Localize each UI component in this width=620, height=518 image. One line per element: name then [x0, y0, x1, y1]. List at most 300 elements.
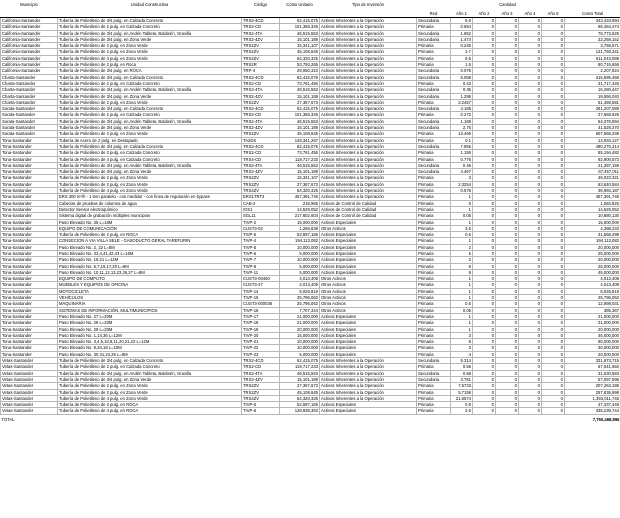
- red-cell: Primaria: [417, 263, 451, 269]
- municipio-cell: Tona-Santander: [1, 244, 58, 250]
- year-1-cell: 5.7159: [451, 389, 473, 395]
- year-2-cell: 0: [473, 332, 496, 338]
- tipo-inversion-cell: Activos Inherentes a la Operación: [320, 188, 417, 194]
- costo-unitario-cell: 15,101,189: [280, 93, 320, 99]
- year-5-cell: 0: [542, 276, 565, 282]
- year-4-cell: 0: [519, 263, 542, 269]
- table-body: [1, 18, 620, 415]
- unidad-constructiva-cell: ERS 300 m³/h - 1 tren paralelo - con medidor - con línea de regulación en bypass: [58, 194, 242, 200]
- tipo-inversion-cell: Otros Activos: [320, 301, 417, 307]
- costo-unitario-cell: 73,761,456: [280, 80, 320, 86]
- year-4-cell: 0: [519, 364, 542, 370]
- municipio-cell: Tona-Santander: [1, 219, 58, 225]
- costo-unitario-cell: 457,391,746: [280, 194, 320, 200]
- codigo-cell: TRS2ZV: [242, 49, 280, 55]
- year-2-cell: 0: [473, 188, 496, 194]
- year-3-cell: 0: [496, 206, 519, 212]
- year-4-cell: 0: [519, 395, 542, 401]
- unidad-constructiva-cell: Tubería de Polietileno de 2 pulg. en Zona Verde: [58, 131, 242, 137]
- tipo-inversion-cell: Activos Inherentes a la Operación: [320, 137, 417, 143]
- year-2-cell: 0: [473, 143, 496, 149]
- year-1-cell: 2.75: [451, 125, 473, 131]
- costo-unitario-cell: 45,108,645: [280, 49, 320, 55]
- year-5-cell: 0: [542, 169, 565, 175]
- municipio-cell: Charta-Santander: [1, 74, 58, 80]
- year-1-cell: 0.35: [451, 87, 473, 93]
- municipio-cell: Tona-Santander: [1, 326, 58, 332]
- municipio-cell: Charta-Santander: [1, 99, 58, 105]
- year-5-cell: 0: [542, 238, 565, 244]
- costo-total-cell: 66,454,474: [565, 24, 620, 30]
- year-2-cell: 0: [473, 18, 496, 24]
- year-5-cell: 0: [542, 87, 565, 93]
- year-5-cell: 0: [542, 80, 565, 86]
- unidad-constructiva-cell: Paso Elevado No. 30,31,24,25 L=8M: [58, 351, 242, 357]
- unidad-constructiva-cell: Tubería de Polietileno de 2 pulg. en Calzada Concreto: [58, 112, 242, 118]
- costo-total-cell: 21,397,159: [565, 162, 620, 168]
- codigo-cell: TRS2-4TA: [242, 30, 280, 36]
- municipio-cell: Vetas-Santander: [1, 358, 58, 364]
- unidad-constructiva-cell: Tubería de Polietileno de 3/4 pulg. en Zona Verde: [58, 169, 242, 175]
- year-1-cell: 4.185: [451, 106, 473, 112]
- municipio-cell: Tona-Santander: [1, 320, 58, 326]
- red-cell: Primaria: [417, 200, 451, 206]
- unidad-constructiva-cell: Tubería de Polietileno de 2 pulg. en Calzada Concreto: [58, 150, 242, 156]
- costo-unitario-cell: 15,101,189: [280, 376, 320, 382]
- municipio-cell: Tona-Santander: [1, 351, 58, 357]
- tipo-inversion-cell: Otros Activos: [320, 282, 417, 288]
- year-4-cell: 0: [519, 24, 542, 30]
- unidad-constructiva-cell: Paso Elevado No. 9,34,18 L=10M: [58, 345, 242, 351]
- costo-unitario-cell: 149,341,267: [280, 137, 320, 143]
- year-2-cell: 0: [473, 162, 496, 168]
- red-cell: Secundaria: [417, 370, 451, 376]
- year-1-cell: 0.1: [451, 137, 473, 143]
- codigo-cell: TRS2ZV: [242, 389, 280, 395]
- unidad-constructiva-cell: Paso Elevado No. 1,14,36 L=12M: [58, 332, 242, 338]
- codigo-cell: TRS2-4ZV: [242, 93, 280, 99]
- tipo-inversion-cell: Otros Activos: [320, 225, 417, 231]
- codigo-cell: TRS2-4ZV: [242, 125, 280, 131]
- codigo-cell: TIVP-19: [242, 326, 280, 332]
- codigo-cell: TIVP-2: [242, 219, 280, 225]
- year-5-cell: 0: [542, 55, 565, 61]
- municipio-cell: Tona-Santander: [1, 162, 58, 168]
- year-2-cell: 0: [473, 345, 496, 351]
- year-2-cell: 0: [473, 295, 496, 301]
- red-cell: Secundaria: [417, 74, 451, 80]
- unidad-constructiva-cell: Tubería de Polietileno de 4 pulg. en Zona Verde: [58, 395, 242, 401]
- tipo-inversion-cell: Otros Activos: [320, 288, 417, 294]
- unidad-constructiva-cell: Tubería de Acero de 2 pulg. en Destapado: [58, 137, 242, 143]
- year-1-cell: 5.058: [451, 74, 473, 80]
- year-4-cell: 0: [519, 30, 542, 36]
- costo-unitario-cell: 5,000,000: [280, 250, 320, 256]
- year-4-header: Año 4: [519, 10, 542, 18]
- costo-unitario-cell: 5,000,000: [280, 351, 320, 357]
- costo-total-cell: 80,715,656: [565, 62, 620, 68]
- costo-total-cell: 21,000,000: [565, 320, 620, 326]
- year-2-cell: 0: [473, 364, 496, 370]
- municipio-cell: California-Santander: [1, 30, 58, 36]
- year-5-cell: 0: [542, 320, 565, 326]
- year-4-cell: 0: [519, 238, 542, 244]
- unidad-header: Unidad Constructiva: [130, 2, 169, 8]
- red-header: Red: [417, 10, 451, 18]
- red-cell: Primaria: [417, 288, 451, 294]
- tipo-inversion-cell: Activos Inherentes a la Operación: [320, 364, 417, 370]
- year-5-cell: 0: [542, 244, 565, 250]
- tipo-inversion-cell: Activos Inherentes a la Operación: [320, 143, 417, 149]
- year-5-cell: 0: [542, 99, 565, 105]
- costo-total-cell: 1,393,011,745: [565, 395, 620, 401]
- red-cell: Primaria: [417, 389, 451, 395]
- year-5-header: Año 5: [542, 10, 565, 18]
- tipo-inversion-cell: Activos Inherentes a la Operación: [320, 370, 417, 376]
- costo-total-cell: 607,568,339: [565, 131, 620, 137]
- year-1-cell: 1.5: [451, 62, 473, 68]
- year-3-cell: 0: [496, 125, 519, 131]
- year-3-cell: 0: [496, 219, 519, 225]
- municipio-cell: Surata-Santander: [1, 118, 58, 124]
- year-1-cell: 1: [451, 206, 473, 212]
- total-row: [1, 414, 620, 424]
- year-4-cell: 0: [519, 250, 542, 256]
- costo-total-cell: 21,000,000: [565, 313, 620, 319]
- codigo-cell: TRS2-4CD: [242, 358, 280, 364]
- codigo-cell: TIVP-4: [242, 238, 280, 244]
- year-2-cell: 0: [473, 225, 496, 231]
- costo-unitario-cell: 21,000,000: [280, 320, 320, 326]
- year-3-cell: 0: [496, 238, 519, 244]
- unidad-constructiva-cell: Tubería de Polietileno de 3/4 pulg. en Andén Tableta, Baldosín, Gravilla: [58, 118, 242, 124]
- year-4-cell: 0: [519, 269, 542, 275]
- codigo-cell: TRS4ZV: [242, 55, 280, 61]
- year-2-cell: 0: [473, 276, 496, 282]
- costo-total-cell: 76,773,625: [565, 30, 620, 36]
- year-1-cell: 0.6: [451, 232, 473, 238]
- red-cell: Primaria: [417, 244, 451, 250]
- year-5-cell: 0: [542, 395, 565, 401]
- year-3-cell: 0: [496, 80, 519, 86]
- municipio-cell: Surata-Santander: [1, 125, 58, 131]
- tipo-inversion-cell: Activos Inherentes a la Operación: [320, 68, 417, 74]
- costo-total-cell: 20,000,000: [565, 257, 620, 263]
- tipo-inversion-cell: Activos Inherentes a la Operación: [320, 36, 417, 42]
- year-5-cell: 0: [542, 36, 565, 42]
- tipo-inversion-cell: Activos Especiales: [320, 339, 417, 345]
- unidad-constructiva-cell: Tubería de Polietileno de 3/4 pulg. en ROCA: [58, 68, 242, 74]
- year-4-cell: 0: [519, 162, 542, 168]
- municipio-cell: Tona-Santander: [1, 225, 58, 231]
- unidad-constructiva-cell: Tubería de Polietileno de 4 pulg. en Calzada Concreto: [58, 156, 242, 162]
- year-5-cell: 0: [542, 188, 565, 194]
- costo-unitario-cell: 25,796,062: [280, 295, 320, 301]
- codigo-cell: ERS1TRT3: [242, 194, 280, 200]
- year-1-cell: 1.169: [451, 118, 473, 124]
- red-cell: Primaria: [417, 383, 451, 389]
- year-4-cell: 0: [519, 131, 542, 137]
- unidad-constructiva-cell: Tubería de Polietileno de 3/4 pulg. en Zona Verde: [58, 93, 242, 99]
- year-5-cell: 0: [542, 288, 565, 294]
- costo-unitario-cell: 52,597,165: [280, 232, 320, 238]
- costo-total-cell: 121,793,341: [565, 49, 620, 55]
- unidad-constructiva-cell: Tubería de Polietileno de 2 pulg. en Zona Verde: [58, 49, 242, 55]
- year-4-cell: 0: [519, 68, 542, 74]
- year-4-cell: 0: [519, 175, 542, 181]
- costo-unitario-cell: 62,415,075: [280, 143, 320, 149]
- year-1-cell: 5.5: [451, 18, 473, 24]
- costo-unitario-cell: 10,000,000: [280, 339, 320, 345]
- tipo-inversion-cell: Activos Inherentes a la Operación: [320, 181, 417, 187]
- red-cell: Primaria: [417, 206, 451, 212]
- tipo-inversion-cell: Activos Inherentes a la Operación: [320, 383, 417, 389]
- year-3-cell: 0: [496, 408, 519, 414]
- year-4-cell: 0: [519, 244, 542, 250]
- municipio-cell: Tona-Santander: [1, 307, 58, 313]
- year-4-cell: 0: [519, 225, 542, 231]
- total-value: 7,750,468,896: [565, 414, 620, 424]
- year-1-cell: 1: [451, 276, 473, 282]
- costo-total-cell: 457,391,746: [565, 194, 620, 200]
- year-4-cell: 0: [519, 213, 542, 219]
- codigo-header: Código: [253, 2, 268, 8]
- year-1-cell: 2: [451, 244, 473, 250]
- red-cell: Secundaria: [417, 68, 451, 74]
- red-cell: Primaria: [417, 402, 451, 408]
- tipo-inversion-cell: Activos Inherentes a la Operación: [320, 43, 417, 49]
- codigo-cell: TRS4ZV: [242, 188, 280, 194]
- unidad-constructiva-cell: Detector Sensor electroquímico: [58, 206, 242, 212]
- year-2-cell: 0: [473, 370, 496, 376]
- year-4-cell: 0: [519, 18, 542, 24]
- municipio-cell: California-Santander: [1, 62, 58, 68]
- year-1-cell: 21.6574: [451, 395, 473, 401]
- costo-total-cell: 4,013,409: [565, 276, 620, 282]
- year-5-cell: 0: [542, 74, 565, 80]
- year-1-cell: 3.5: [451, 225, 473, 231]
- red-cell: Primaria: [417, 219, 451, 225]
- costo-unitario-cell: 46,515,563: [280, 118, 320, 124]
- costo-total-cell: 54,376,694: [565, 118, 620, 124]
- year-3-cell: 0: [496, 244, 519, 250]
- year-5-cell: 0: [542, 263, 565, 269]
- codigo-cell: TRS2R: [242, 62, 280, 68]
- year-2-cell: 0: [473, 313, 496, 319]
- year-2-cell: 0: [473, 257, 496, 263]
- year-4-cell: 0: [519, 288, 542, 294]
- year-3-cell: 0: [496, 87, 519, 93]
- year-3-cell: 0: [496, 301, 519, 307]
- year-2-cell: 0: [473, 206, 496, 212]
- costo-total-cell: 20,000,000: [565, 351, 620, 357]
- costo-total-cell: 63,640,584: [565, 181, 620, 187]
- year-1-cell: 0.43: [451, 80, 473, 86]
- costo-total-cell: 331,673,715: [565, 358, 620, 364]
- year-5-cell: 0: [542, 257, 565, 263]
- year-2-cell: 0: [473, 269, 496, 275]
- tipo-inversion-cell: Activos de Control de Calidad: [320, 213, 417, 219]
- costo-total-cell: 36,984,187: [565, 188, 620, 194]
- year-4-cell: 0: [519, 106, 542, 112]
- codigo-cell: CUST3-000036: [242, 301, 280, 307]
- tipo-inversion-cell: Activos Inherentes a la Operación: [320, 112, 417, 118]
- municipio-cell: Tona-Santander: [1, 295, 58, 301]
- year-3-cell: 0: [496, 118, 519, 124]
- year-5-cell: 0: [542, 269, 565, 275]
- year-1-cell: 9: [451, 269, 473, 275]
- year-4-cell: 0: [519, 181, 542, 187]
- costo-unitario-cell: 119,717,233: [280, 364, 320, 370]
- red-cell: Primaria: [417, 408, 451, 414]
- municipio-cell: California-Santander: [1, 18, 58, 24]
- unidad-constructiva-cell: Tubería de Polietileno de 3/4 pulg. en Calzada Concreto: [58, 74, 242, 80]
- red-cell: Secundaria: [417, 30, 451, 36]
- year-1-cell: 0.575: [451, 188, 473, 194]
- tipo-inversion-cell: Activos Inherentes a la Operación: [320, 106, 417, 112]
- municipio-cell: Tona-Santander: [1, 156, 58, 162]
- year-4-cell: 0: [519, 276, 542, 282]
- year-5-cell: 0: [542, 49, 565, 55]
- unidad-constructiva-cell: Tubería de Polietileno de 3/4 pulg. en Calzada Concreto: [58, 143, 242, 149]
- year-5-cell: 0: [542, 143, 565, 149]
- tipo-inversion-cell: Activos Inherentes a la Operación: [320, 49, 417, 55]
- tipo-inversion-cell: Activos Especiales: [320, 313, 417, 319]
- unidad-constructiva-cell: VEHÍCULOS: [58, 295, 242, 301]
- year-3-cell: 0: [496, 282, 519, 288]
- costo-unitario-cell: 73,761,456: [280, 150, 320, 156]
- year-2-cell: 0: [473, 150, 496, 156]
- codigo-cell: TRS2ZV: [242, 175, 280, 181]
- year-3-cell: 0: [496, 332, 519, 338]
- year-5-cell: 0: [542, 301, 565, 307]
- year-1-cell: 5: [451, 250, 473, 256]
- year-1-cell: 1: [451, 313, 473, 319]
- year-5-cell: 0: [542, 200, 565, 206]
- costo-unitario-cell: 4,013,409: [280, 276, 320, 282]
- red-cell: Primaria: [417, 188, 451, 194]
- year-1-cell: 1: [451, 219, 473, 225]
- year-5-cell: 0: [542, 370, 565, 376]
- year-5-cell: 0: [542, 345, 565, 351]
- codigo-cell: TIVP-14: [242, 288, 280, 294]
- year-4-cell: 0: [519, 301, 542, 307]
- year-1-cell: 5.314: [451, 358, 473, 364]
- year-2-cell: 0: [473, 244, 496, 250]
- costo-unitario-cell: 4,013,409: [280, 282, 320, 288]
- year-2-cell: 0: [473, 43, 496, 49]
- year-5-cell: 0: [542, 43, 565, 49]
- costo-unitario-cell: 27,367,673: [280, 383, 320, 389]
- red-cell: Primaria: [417, 62, 451, 68]
- year-4-cell: 0: [519, 339, 542, 345]
- year-4-cell: 0: [519, 295, 542, 301]
- year-3-cell: 0: [496, 30, 519, 36]
- municipio-cell: Vetas-Santander: [1, 376, 58, 382]
- costo-total-header: Costo Total: [565, 10, 620, 18]
- costo-unitario-cell: 15,101,189: [280, 125, 320, 131]
- year-3-cell: 0: [496, 351, 519, 357]
- municipio-cell: Tona-Santander: [1, 345, 58, 351]
- unidad-constructiva-cell: Tubería de Polietileno de 3/4 pulg. en Zona Verde: [58, 125, 242, 131]
- costo-unitario-cell: 62,415,075: [280, 358, 320, 364]
- year-3-cell: 0: [496, 326, 519, 332]
- year-4-cell: 0: [519, 169, 542, 175]
- costo-unitario-cell: 10,000,000: [280, 257, 320, 263]
- costo-unitario-cell: 46,515,563: [280, 87, 320, 93]
- codigo-cell: TRS2-CD: [242, 150, 280, 156]
- codigo-cell: CAB-2: [242, 200, 280, 206]
- tipo-inversion-cell: Activos Inherentes a la Operación: [320, 62, 417, 68]
- municipio-cell: Vetas-Santander: [1, 370, 58, 376]
- costo-unitario-cell: 62,415,075: [280, 18, 320, 24]
- municipio-cell: Tona-Santander: [1, 194, 58, 200]
- red-cell: Primaria: [417, 295, 451, 301]
- year-5-cell: 0: [542, 389, 565, 395]
- municipio-header: Municipio: [20, 2, 38, 8]
- costo-total-cell: 22,258,152: [565, 36, 620, 42]
- year-2-cell: 0: [473, 36, 496, 42]
- red-cell: Secundaria: [417, 376, 451, 382]
- year-5-cell: 0: [542, 112, 565, 118]
- costo-total-cell: 15,000,000: [565, 219, 620, 225]
- year-1-cell: 2.2457: [451, 99, 473, 105]
- codigo-cell: CUST3-02: [242, 225, 280, 231]
- tipo-inversion-cell: Activos de Control de Calidad: [320, 206, 417, 212]
- municipio-cell: Vetas-Santander: [1, 364, 58, 370]
- municipio-cell: California-Santander: [1, 36, 58, 42]
- year-4-cell: 0: [519, 49, 542, 55]
- year-1-cell: 0.776: [451, 156, 473, 162]
- red-cell: Secundaria: [417, 162, 451, 168]
- year-2-cell: 0: [473, 389, 496, 395]
- municipio-cell: California-Santander: [1, 68, 58, 74]
- year-3-cell: 0: [496, 402, 519, 408]
- tipo-inversion-cell: Activos Especiales: [320, 250, 417, 256]
- tipo-inversion-cell: Otros Activos: [320, 307, 417, 313]
- year-2-cell: 0: [473, 156, 496, 162]
- year-3-cell: 0: [496, 143, 519, 149]
- red-cell: Primaria: [417, 339, 451, 345]
- year-2-cell: 0: [473, 112, 496, 118]
- costo-unitario-cell: 64,320,325: [280, 188, 320, 194]
- codigo-cell: TIVP-5: [242, 244, 280, 250]
- red-cell: Secundaria: [417, 169, 451, 175]
- costo-total-cell: 45,000,000: [565, 332, 620, 338]
- codigo-cell: CUST3-00460: [242, 276, 280, 282]
- year-3-cell: 0: [496, 364, 519, 370]
- municipio-cell: Tona-Santander: [1, 269, 58, 275]
- year-5-cell: 0: [542, 351, 565, 357]
- codigo-cell: TIVP-6: [242, 250, 280, 256]
- year-1-cell: 0.68: [451, 370, 473, 376]
- costo-unitario-cell: 1,256,638: [280, 225, 320, 231]
- costo-total-cell: 25,000,000: [565, 250, 620, 256]
- year-5-cell: 0: [542, 175, 565, 181]
- municipio-cell: Tona-Santander: [1, 169, 58, 175]
- year-5-cell: 0: [542, 408, 565, 414]
- year-2-cell: 0: [473, 263, 496, 269]
- municipio-cell: Vetas-Santander: [1, 389, 58, 395]
- year-3-cell: 0: [496, 99, 519, 105]
- costo-unitario-cell: 64,320,325: [280, 395, 320, 401]
- year-2-cell: 0: [473, 351, 496, 357]
- costo-unitario-cell: 53,793,265: [280, 62, 320, 68]
- year-4-cell: 0: [519, 194, 542, 200]
- codigo-cell: TRS2-CD: [242, 80, 280, 86]
- costo-unitario-cell: 46,515,563: [280, 162, 320, 168]
- costo-unitario-cell: 216,965: [280, 200, 320, 206]
